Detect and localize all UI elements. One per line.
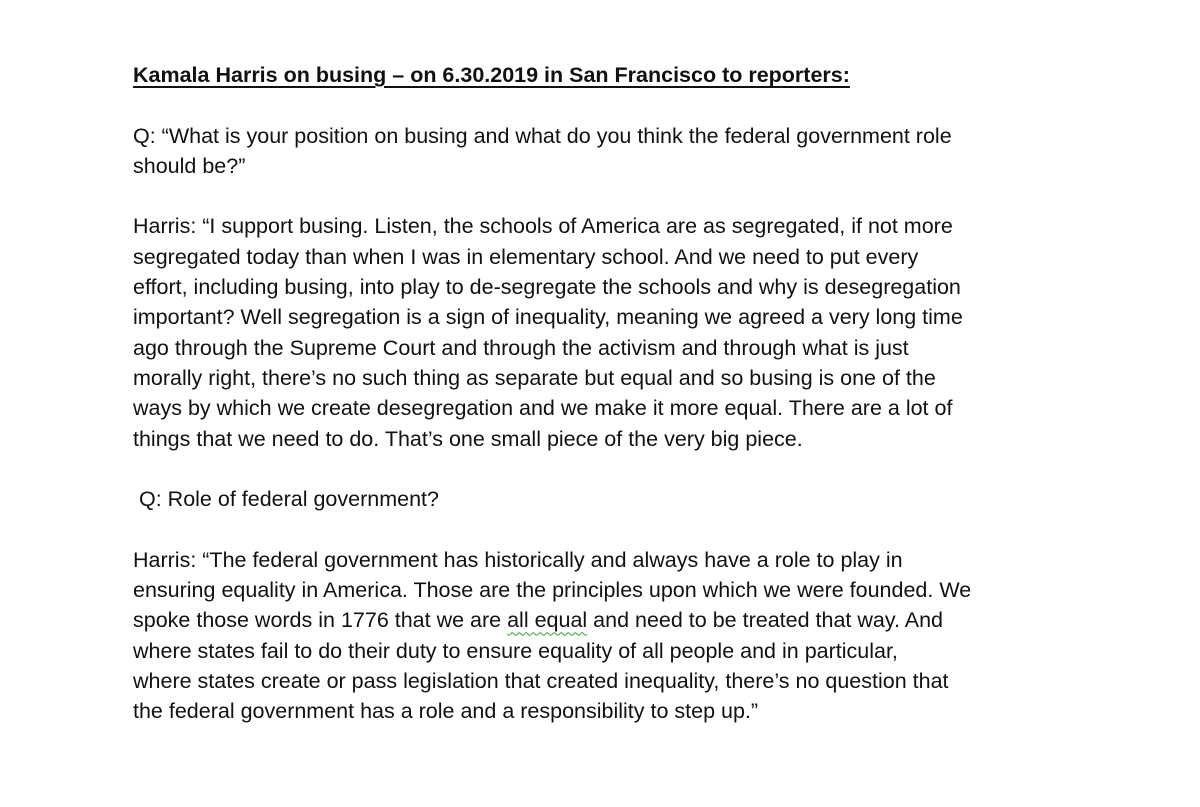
answer-2-line: where states fail to do their duty to ensure equality of all people and in particular, bbox=[133, 638, 898, 663]
paragraph-gap bbox=[133, 90, 1053, 120]
question-1 bbox=[133, 121, 1053, 182]
question-2: Q: Role of federal government? bbox=[139, 487, 439, 512]
document-title: Kamala Harris on busing – on 6.30.2019 in San Francisco to reporters: bbox=[133, 63, 850, 87]
paragraph-gap bbox=[133, 181, 1053, 211]
answer-2-text: spoke those words in 1776 that we are bbox=[133, 608, 508, 633]
spellcheck-flagged-phrase: all equal bbox=[507, 608, 588, 633]
answer-1 bbox=[133, 211, 1053, 453]
answer-1-line: ways by which we create desegregation and we make it more equal. There are a lot of bbox=[133, 396, 953, 421]
answer-1-line: segregated today than when I was in elementary school. And we need to put every bbox=[133, 244, 919, 269]
answer-2-text: and need to be treated that way. And bbox=[587, 608, 943, 633]
answer-1-line: effort, including busing, into play to de-segregate the schools and why is desegregation bbox=[133, 275, 961, 300]
answer-2-line: the federal government has a role and a responsibility to step up.” bbox=[133, 699, 759, 724]
answer-2-line: Harris: “The federal government has historically and always have a role to play in bbox=[133, 547, 903, 572]
document-page bbox=[133, 60, 1053, 727]
answer-1-line: things that we need to do. That’s one small piece of the very big piece. bbox=[133, 426, 803, 451]
answer-1-line: Harris: “I support busing. Listen, the schools of America are as segregated, if not more bbox=[133, 214, 953, 239]
answer-2 bbox=[133, 545, 1053, 727]
answer-2-line bbox=[133, 605, 1053, 635]
question-1-line: should be?” bbox=[133, 153, 246, 178]
answer-2-line: where states create or pass legislation that created inequality, there’s no question that bbox=[133, 668, 949, 693]
answer-1-line: ago through the Supreme Court and through the activism and through what is just bbox=[133, 335, 909, 360]
answer-1-line: morally right, there’s no such thing as separate but equal and so busing is one of the bbox=[133, 365, 936, 390]
answer-2-line: ensuring equality in America. Those are the principles upon which we were founded. We bbox=[133, 578, 972, 603]
paragraph-gap bbox=[133, 454, 1053, 484]
answer-1-line: important? Well segregation is a sign of inequality, meaning we agreed a very long time bbox=[133, 305, 963, 330]
paragraph-gap bbox=[133, 514, 1053, 544]
question-1-line: Q: “What is your position on busing and what do you think the federal government role bbox=[133, 123, 952, 148]
